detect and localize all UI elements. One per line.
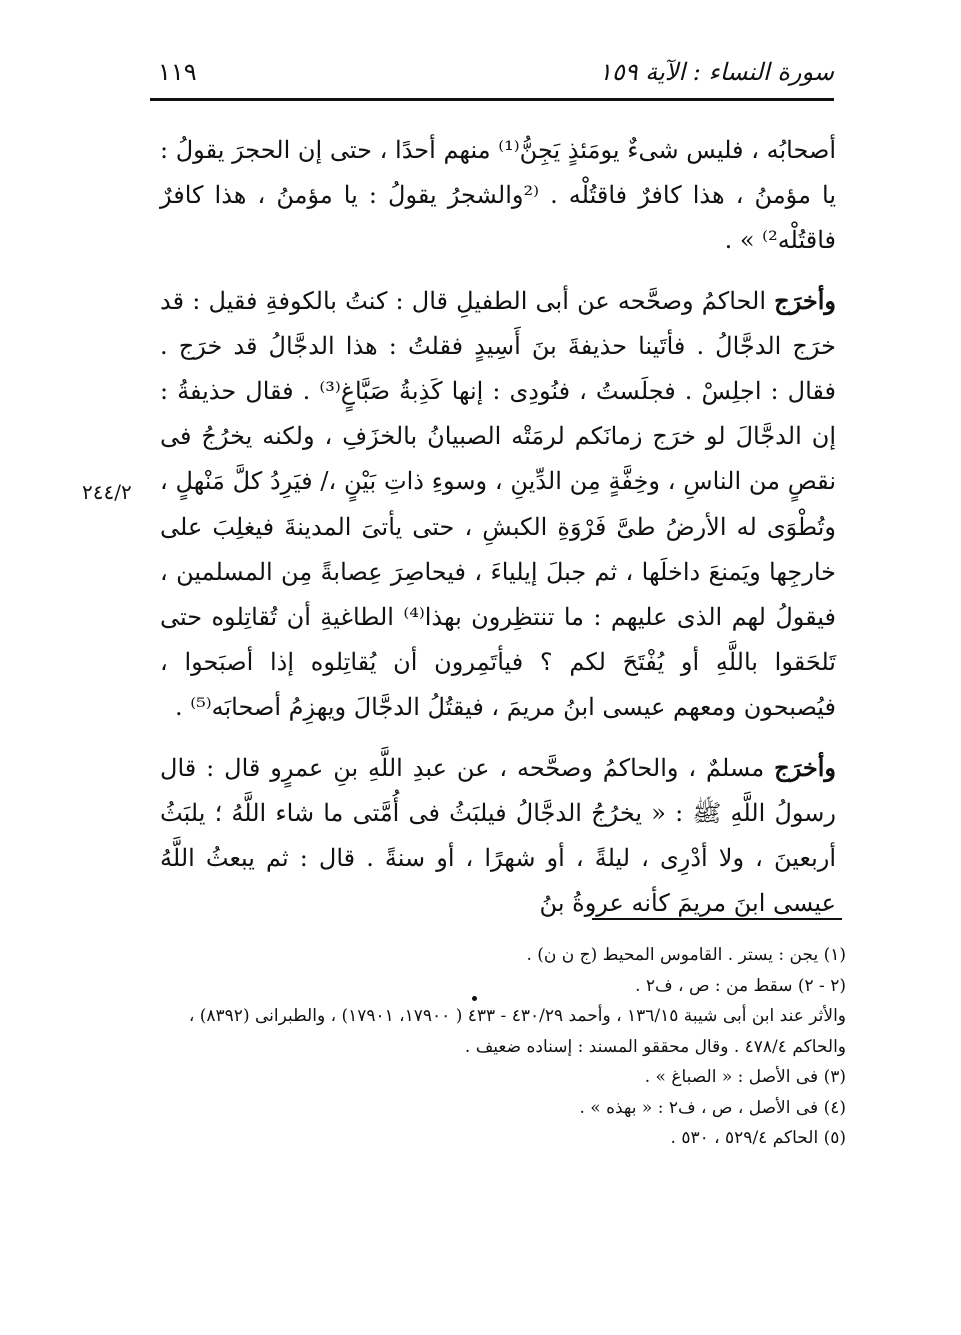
footnote: (١) يجن : يستر . القاموس المحيط (ج ن ن) .: [526, 945, 846, 965]
footnote: (٥) الحاكم ٥٢٩/٤ ، ٥٣٠ .: [670, 1128, 846, 1148]
page-header: [158, 58, 834, 98]
running-title: سورة النساء : الآية ١٥٩: [598, 58, 834, 86]
paragraph: [160, 128, 836, 264]
footnote: (٢ - ٢) سقط من : ص ، ف٢ .: [635, 975, 846, 996]
header-rule: [150, 98, 834, 101]
footnote: والأثر عند ابن أبى شيبة ١٣٦/١٥ ، وأحمد ٤٣٠/٢٩ - ٤٣٣ ( ١٧٩٠٠، ١٧٩٠١) ، والطبرانى (٨٣٩٢) ، والحاكم ٤٧٨/٤ . وقال محققو المسند : إسناده ضعيف .: [188, 1006, 846, 1057]
footnotes: [160, 940, 846, 1154]
margin-reference: ٢٤٤/٢: [82, 480, 132, 504]
paragraph-text: مسلمٌ ، والحاكمُ وصحَّحه ، عن عبدِ اللَّهِ بنِ عمرٍو قال : قال رسولُ اللَّهِ ﷺ : « يخرُجُ الدجَّالُ فيلبَثُ فى أُمَّتى ما شاء اللَّهُ ؛ يلبَثُ أربعينَ ، ولا أدْرِى ، ليلةً ، أو شهرًا ، أو سنةً . قال : ثم يبعثُ اللَّهُ عيسى ابنَ مريمَ كأنه عروةُ بنُ: [160, 753, 837, 918]
footnote: (٣) فى الأصل : « الصباغ » .: [644, 1067, 846, 1087]
footnote: (٤) فى الأصل ، ص ، ف٢ : « بهذه » .: [579, 1097, 846, 1118]
paragraph: [160, 278, 836, 731]
paragraph: [160, 745, 836, 927]
main-text: [160, 128, 836, 926]
paragraph-text: أصحابُه ، فليس شىءٌ يومَئذٍ يَجِنُّ⁽¹⁾ منهم أحدًا ، حتى إن الحجرَ يقولُ : يا مؤمنُ ، هذا كافرٌ فاقتُلْه . ⁽²والشجرُ يقولُ : يا مؤمنُ ، هذا كافرٌ فاقتُلْه²⁾ » .: [160, 136, 836, 255]
paragraph-lead: وأخرَج: [774, 752, 836, 782]
page-number: ١١٩: [158, 58, 197, 86]
paragraph-lead: وأخرَج: [774, 285, 836, 315]
paragraph-text: الحاكمُ وصحَّحه عن أبى الطفيلِ قال : كنتُ بالكوفةِ فقيل : قد خرَج الدجَّالُ . فأتَينا حذيفةَ بنَ أَسِيدٍ فقلتُ : هذا الدجَّالُ قد خرَج . فقال : اجلِسْ . فجلَستُ ، فنُودِى : إنها كَذِبةُ صَبَّاغٍ⁽³⁾ . فقال حذيفةُ : إن الدجَّالَ لو خرَج زمانَكم لرمَتْه الصبيانُ بالخزَفِ ، ولكنه يخرُجُ فى نقصٍ من الناسِ ، وخِفَّةٍ مِن الدِّينِ ، وسوءِ ذاتِ بَيْنٍ ،/ فيَرِدُ كلَّ مَنْهلٍ ، وتُطْوَى له الأرضُ طىَّ فَرْوَةِ الكبشِ ، حتى يأتىَ المدينةَ فيغلِبَ على خارجِها ويَمنعَ داخلَها ، ثم جبلَ إيلياءَ ، فيحاصِرَ عِصابةً مِن المسلمين ، فيقولُ لهم الذى عليهم : ما تنتظِرون بهذا⁽⁴⁾ الطاغيةِ أن تُقاتِلوه حتى تَلحَقوا باللَّهِ أو يُفْتَحَ لكم ؟ فيأتَمِرون أن يُقاتِلوه إذا أصبَحوا ، فيُصبحون ومعهم عيسى ابنُ مريمَ ، فيقتُلُ الدجَّالَ ويهزِمُ أصحابَه⁽⁵⁾ .: [160, 286, 837, 722]
footnote-separator: [592, 918, 842, 920]
